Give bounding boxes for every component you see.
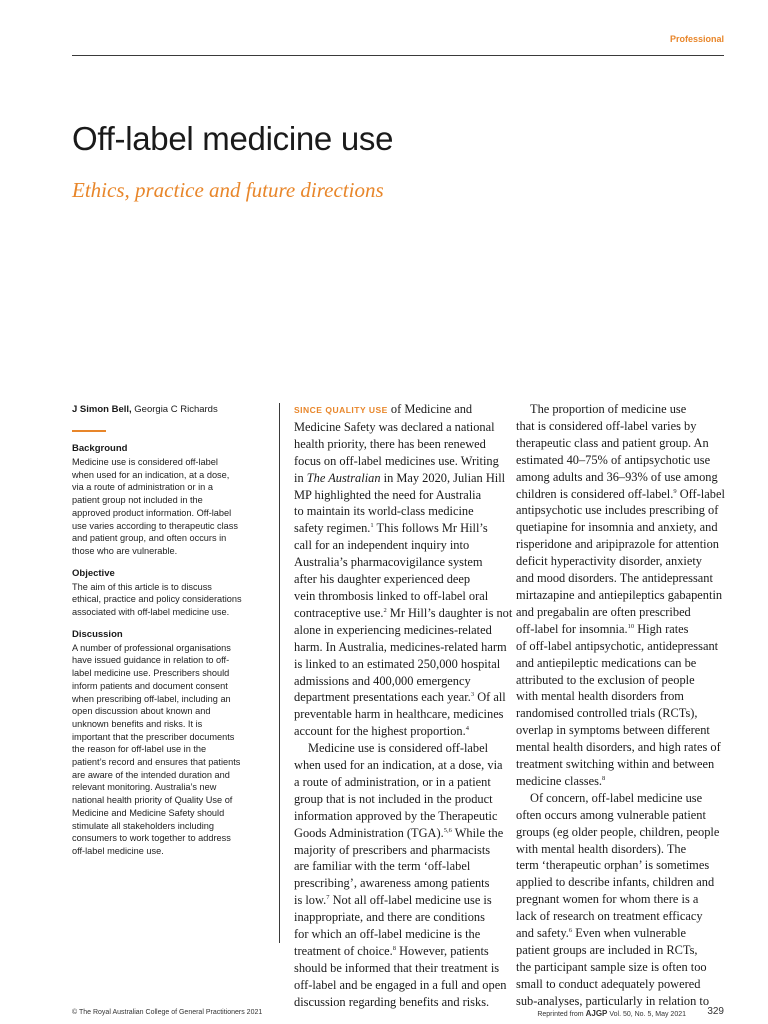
text-line: account for the highest proportion.$^4$: [294, 724, 469, 739]
text-line: with mental health disorders from: [516, 689, 684, 704]
citation-ref: 1: [370, 522, 374, 530]
column-divider: [279, 403, 280, 943]
footer-copyright: © The Royal Australian College of General Practitioners 2021: [72, 1009, 263, 1016]
reprinted-prefix: Reprinted from: [537, 1011, 586, 1018]
body-column-1: [294, 401, 513, 1011]
footer-citation: [537, 1009, 686, 1018]
text-line: treatment of choice.$^8$ However, patients: [294, 944, 489, 958]
text-line: inappropriate, and there are conditions: [294, 910, 485, 925]
text-line: alone in experiencing medicines-related: [294, 622, 492, 637]
text-line: mental health disorders, and high rates of: [516, 740, 721, 755]
body-paragraph: [516, 790, 732, 1010]
body-paragraph: [294, 401, 513, 740]
text-line: via a route of administration or in a: [72, 482, 213, 493]
text-line: national health priority of Quality Use of: [72, 795, 233, 806]
text-line: after his daughter experienced deep: [294, 572, 471, 587]
text-line: off-label and be engaged in a full and open: [294, 977, 507, 992]
text-line: unknown benefits and risks. It is: [72, 718, 203, 729]
citation-ref: 6: [568, 927, 573, 935]
text-line: A number of professional organisations: [72, 642, 231, 653]
citation-ref: 3: [470, 691, 475, 699]
text-line: stimulate all stakeholders including: [72, 820, 214, 831]
text-line: safety regimen.$^1$ This follows Mr Hill’s: [294, 521, 488, 536]
text-line: associated with off-label medicine use.: [72, 607, 230, 618]
text-line: are aware of the intended duration and: [72, 769, 230, 780]
journal-name: AJGP: [585, 1009, 608, 1018]
text-line: estimated 40–75% of antipsychotic use: [516, 452, 711, 467]
text-line: term ‘therapeutic orphan’ is sometimes: [516, 858, 710, 873]
italic-title: The Australian: [306, 470, 381, 485]
article-title: Off-label medicine use: [72, 120, 394, 157]
text-line: mirtazapine and antiepileptics gabapentin: [516, 587, 723, 602]
text-line: and mood disorders. The antidepressant: [516, 571, 713, 586]
text-line: and patient group, and often occurs in: [72, 533, 227, 544]
text-line: off-label for insomnia.$^{10}$ High rates: [516, 621, 689, 636]
text-line: the participant sample size is often too: [516, 959, 707, 974]
text-line: use varies according to therapeutic class: [72, 520, 238, 531]
discussion-text: [72, 642, 266, 858]
text-line: health priority, there has been renewed: [294, 436, 486, 451]
text-line: Australia’s pharmacovigilance system: [294, 555, 483, 570]
text-line: pregnant women for whom there is a: [516, 892, 699, 907]
text-line: majority of prescribers and pharmacists: [294, 842, 491, 857]
text-line: and antiepileptic medications can be: [516, 655, 697, 670]
text-line: with mental health disorders). The: [516, 841, 687, 856]
text-line: information approved by the Therapeutic: [294, 808, 498, 823]
text-line: small to conduct adequately powered: [516, 976, 701, 991]
text-line: in The Australian in May 2020, Julian Hill: [294, 470, 506, 485]
text-line: consumers to work together to address: [72, 833, 231, 844]
text-line: of off-label antipsychotic, antidepressant: [516, 638, 719, 653]
text-line: call for an independent inquiry into: [294, 538, 470, 553]
text-line: is linked to an estimated 250,000 hospital: [294, 656, 501, 671]
text-line: sub-analyses, particularly in relation to: [516, 993, 710, 1008]
discussion-heading: Discussion: [72, 628, 123, 640]
text-line: that is considered off-label varies by: [516, 418, 697, 433]
text-line: prescribing’, awareness among patients: [294, 876, 490, 891]
text-line: Of concern, off-label medicine use: [530, 790, 703, 805]
text-line: overlap in symptoms between different: [516, 723, 710, 738]
text-line: inform patients and document consent: [72, 680, 228, 691]
text-line: important that the prescriber documents: [72, 731, 235, 742]
text-line: open discussion about known and: [72, 706, 211, 717]
text-line: for which an off-label medicine is the: [294, 927, 481, 942]
body-paragraph: [516, 401, 732, 790]
text-line: vein thrombosis linked to off-label oral: [294, 588, 489, 603]
page-number: 329: [707, 1006, 724, 1017]
text-line: The aim of this article is to discuss: [72, 581, 212, 592]
text-line: contraceptive use.$^2$ Mr Hill’s daughter is not: [294, 605, 513, 620]
text-line: label medicine use. Prescribers should: [72, 668, 230, 679]
objective-text: [72, 581, 266, 619]
text-line: quetiapine for insomnia and anxiety, and: [516, 520, 718, 535]
text-line: off-label medicine use.: [72, 845, 164, 856]
text-line: Medicine Safety was declared a national: [294, 419, 495, 434]
text-line: department presentations each year.$^3$ Of all: [294, 690, 506, 705]
article-subtitle: Ethics, practice and future directions: [72, 178, 384, 202]
text-line: relevant monitoring. Australia’s new: [72, 782, 217, 793]
text-line: attributed to the exclusion of people: [516, 672, 695, 687]
text-line: patient groups are included in RCTs,: [516, 943, 698, 957]
text-line: harm. In Australia, medicines-related harm: [294, 639, 507, 654]
text-line: medicine classes.$^8$: [516, 773, 606, 788]
text-line: Goods Administration (TGA).$^{5,6}$ While the: [294, 825, 504, 840]
text-line: randomised controlled trials (RCTs),: [516, 706, 698, 721]
text-line: applied to describe infants, children and: [516, 875, 715, 890]
text-line: focus on off-label medicines use. Writing: [294, 453, 499, 468]
section-label: Professional: [669, 34, 724, 44]
text-line: SINCE QUALITY USE of Medicine and: [294, 402, 473, 416]
author-list: [72, 403, 266, 416]
text-line: and safety.$^6$ Even when vulnerable: [516, 926, 687, 941]
text-line: when used for an indication, at a dose, via: [294, 758, 503, 773]
citation-ref: 9: [673, 487, 677, 495]
text-line: groups (eg older people, children, people: [516, 824, 720, 839]
citation-ref: 8: [392, 945, 396, 952]
volume-info: Vol. 50, No. 5, May 2021: [607, 1011, 686, 1018]
text-line: antipsychotic use includes prescribing of: [516, 503, 719, 518]
text-line: those who are vulnerable.: [72, 545, 178, 556]
text-line: admissions and 400,000 emergency: [294, 673, 471, 688]
lead-in: SINCE QUALITY USE: [294, 405, 388, 415]
primary-author: J Simon Bell,: [72, 404, 132, 415]
header-rule: [72, 55, 724, 56]
text-line: should be informed that their treatment is: [294, 960, 500, 975]
text-line: the reason for off-label use in the: [72, 744, 207, 755]
text-line: group that is not included in the product: [294, 791, 493, 806]
objective-heading: Objective: [72, 567, 115, 579]
text-line: treatment switching within and between: [516, 757, 715, 772]
text-line: Medicine and Medicine Safety should: [72, 807, 225, 818]
citation-ref: 4: [465, 725, 469, 733]
text-line: often occurs among vulnerable patient: [516, 807, 706, 822]
text-line: patient group not included in the: [72, 495, 203, 506]
text-line: risperidone and aripiprazole for attention: [516, 537, 719, 552]
text-line: MP highlighted the need for Australia: [294, 487, 482, 502]
citation-ref: 5,6: [443, 826, 452, 834]
text-line: patient’s record and ensures that patients: [72, 757, 241, 768]
text-line: a route of administration, or in a patient: [294, 774, 491, 789]
citation-ref: 10: [627, 622, 635, 630]
body-paragraph: [294, 740, 506, 1011]
text-line: deficit hyperactivity disorder, anxiety: [516, 554, 702, 569]
citation-ref: 2: [383, 606, 387, 614]
text-line: Medicine use is considered off-label: [308, 741, 489, 756]
abstract-accent-rule: [72, 430, 106, 432]
text-line: approved product information. Off-label: [72, 507, 232, 518]
text-line: The proportion of medicine use: [530, 402, 687, 416]
text-line: are familiar with the term ‘off-label: [294, 859, 471, 874]
text-line: when prescribing off-label, including an: [72, 693, 231, 704]
text-line: children is considered off-label.$^9$ Off-label: [516, 486, 725, 501]
text-line: therapeutic class and patient group. An: [516, 435, 709, 450]
citation-ref: 8: [602, 774, 606, 782]
text-line: among adults and 36–93% of use among: [516, 469, 718, 484]
text-line: discussion regarding benefits and risks.: [294, 994, 490, 1009]
body-column-2: [516, 401, 732, 1010]
text-line: is low.$^7$ Not all off-label medicine use is: [294, 893, 492, 908]
text-line: and pregabalin are often prescribed: [516, 604, 691, 619]
text-line: ethical, practice and policy considerations: [72, 594, 242, 605]
background-text: [72, 456, 266, 558]
text-line: when used for an indication, at a dose,: [72, 469, 230, 480]
text-line: preventable harm in healthcare, medicines: [294, 707, 504, 722]
text-line: to maintain its world-class medicine: [294, 504, 474, 519]
text-line: Medicine use is considered off-label: [72, 457, 218, 467]
text-line: have issued guidance in relation to off-: [72, 655, 230, 666]
abstract-column: [72, 403, 266, 868]
citation-ref: 7: [326, 894, 330, 902]
background-heading: Background: [72, 443, 128, 454]
text-line: lack of research on treatment efficacy: [516, 909, 703, 924]
co-author: Georgia C Richards: [131, 404, 218, 415]
